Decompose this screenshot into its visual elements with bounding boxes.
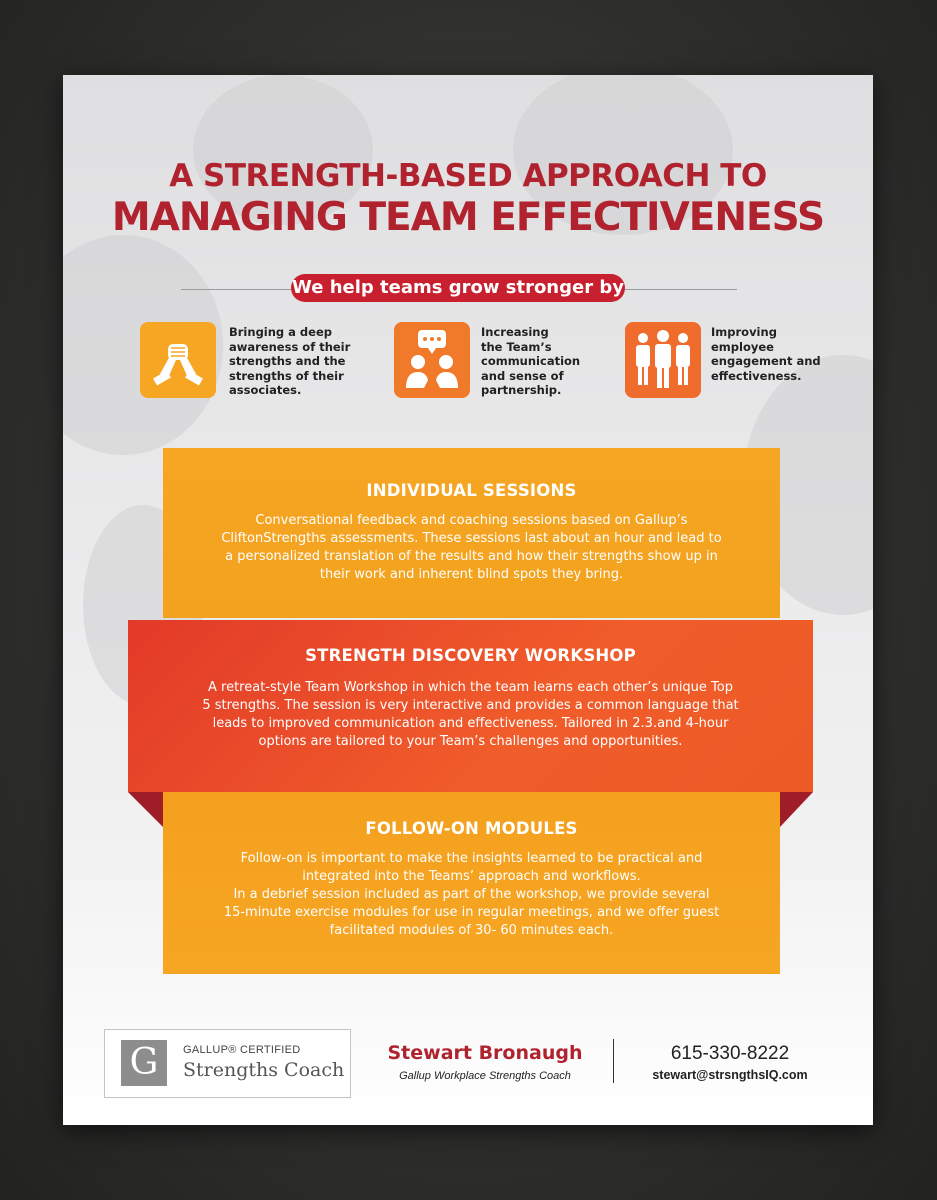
feature-text-engagement: Improving employee engagement and effectiveness. (711, 325, 821, 383)
headline-line1: A STRENGTH-BASED APPROACH TO (169, 158, 767, 194)
section-body: Follow-on is important to make the insights learned to be practical and integrated into the Teams’ approach and workflows. In a debrief session included as part of the workshop, we provide several 15-minute exercise modules for use in regular meetings, and we offer guest facilitated modules of 30- 60 minutes each. (223, 851, 720, 938)
logo-letter: G (121, 1040, 167, 1086)
section-title: STRENGTH DISCOVERY WORKSHOP (305, 646, 636, 665)
logo-line2: Strengths Coach (183, 1059, 345, 1081)
ribbon-fold-right (780, 792, 813, 827)
logo-line1: GALLUP® CERTIFIED (183, 1044, 301, 1056)
tagline-badge: We help teams grow stronger by (291, 274, 625, 302)
individual-sessions-panel (163, 448, 780, 618)
handshake-icon (140, 322, 216, 398)
section-body: Conversational feedback and coaching sessions based on Gallup’s CliftonStrengths assessments. These sessions last about an hour and lead to a personalized translation of the results and how their strengths show up in their work and inherent blind spots they bring. (221, 513, 722, 582)
flyer-sheet (63, 75, 873, 1125)
strength-discovery-workshop-panel (128, 620, 813, 792)
team-icon (625, 322, 701, 398)
email-address: stewart@strsngthsIQ.com (652, 1068, 808, 1082)
section-title: INDIVIDUAL SESSIONS (366, 481, 577, 500)
section-body: A retreat-style Team Workshop in which the team learns each other’s unique Top 5 strengths. The session is very interactive and provides a common language that leads to improved communication and effectiveness. Tailored in 2.3.and 4-hour options are tailored to your Team’s challenges and opportunities. (202, 680, 739, 749)
feature-text-awareness: Bringing a deep awareness of their strengths and the strengths of their associates. (229, 325, 351, 397)
coach-name: Stewart Bronaugh (387, 1042, 583, 1064)
headline-line2: MANAGING TEAM EFFECTIVENESS (111, 195, 825, 240)
section-title: FOLLOW-ON MODULES (365, 819, 578, 838)
divider-right (625, 289, 737, 290)
coach-role: Gallup Workplace Strengths Coach (399, 1070, 571, 1082)
divider-left (181, 289, 291, 290)
feature-text-communication: Increasing the Team’s communication and sense of partnership. (481, 325, 581, 397)
gallup-certified-logo (104, 1029, 351, 1098)
ribbon-fold-left (128, 792, 163, 827)
follow-on-modules-panel (163, 792, 780, 974)
conversation-icon (394, 322, 470, 398)
footer-divider (613, 1039, 614, 1083)
phone-number: 615-330-8222 (670, 1043, 790, 1064)
